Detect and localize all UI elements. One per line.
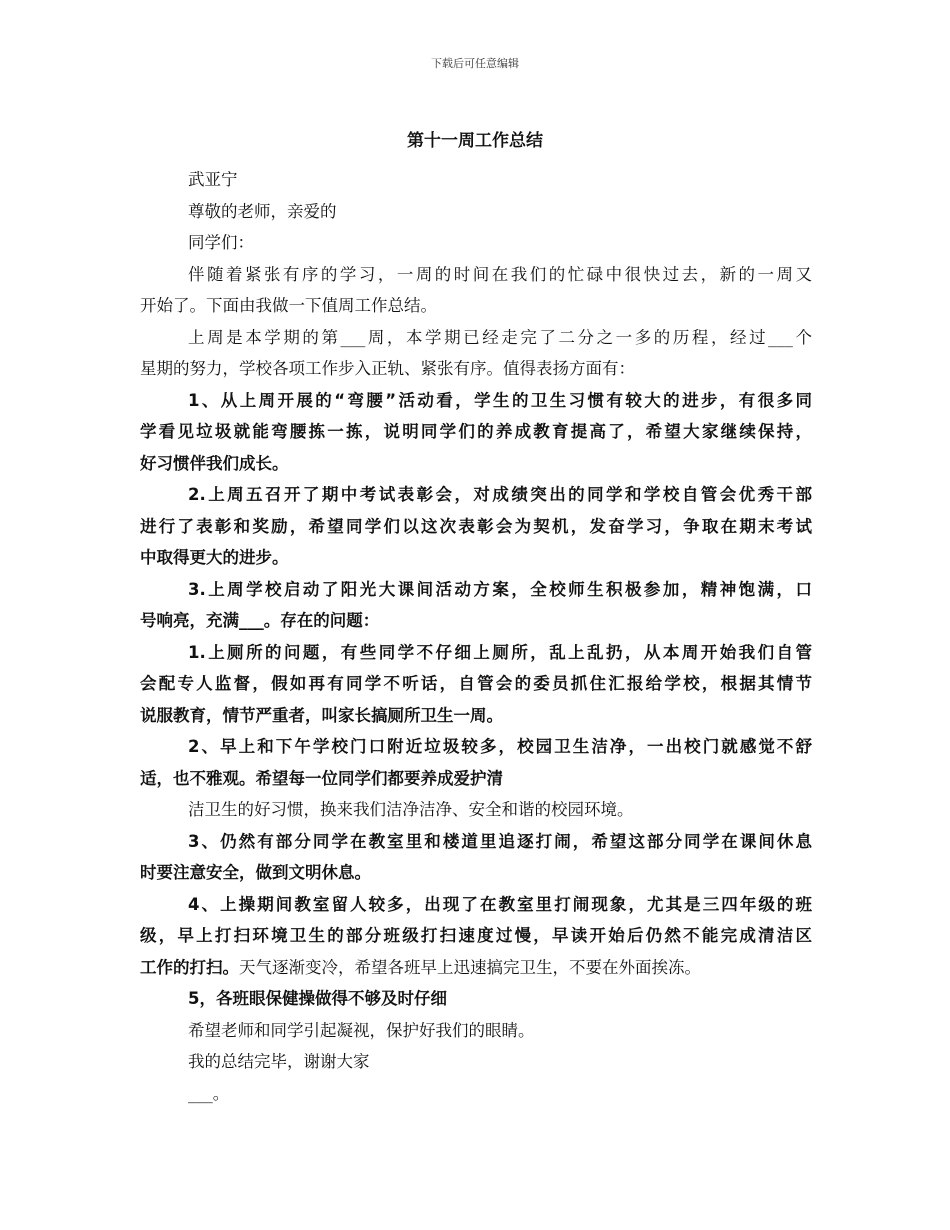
paragraph-line: 好习惯伴我们成长。 [140,453,289,473]
closing-line: ___。 [188,1083,230,1103]
paragraph-line: 1.上厕所的问题，有些同学不仔细上厕所，乱上乱扔，从本周开始我们自管 [188,642,812,662]
paragraph-line: 开始了。下面由我做一下值周工作总结。 [140,296,437,315]
paragraph-line: 洁卫生的好习惯，换来我们洁净洁净、安全和谐的校园环境。 [188,800,634,819]
page-header-note: 下载后可任意编辑 [431,57,519,70]
paragraph-line: 2.上周五召开了期中考试表彰会，对成绩突出的同学和学校自管会优秀干部 [188,485,812,504]
paragraph-line: 3.上周学校启动了阳光大课间活动方案，全校师生积极参加，精神饱满，口 [188,579,812,599]
paragraph-line: 会配专人监督，假如再有同学不听话，自管会的委员抓住汇报给学校，根据其情节 [140,674,812,693]
paragraph-fragment: 天气逐渐变冷，希望各班早上迅速搞完卫生，不要在外面挨冻。 [239,957,701,977]
author-line: 武亚宁 [188,170,238,189]
paragraph-line: 进行了表彰和奖励，希望同学们以这次表彰会为契机，发奋学习，争取在期末考试 [140,516,812,536]
paragraph-line: 号响亮，充满___。存在的问题： [140,611,380,630]
closing-line: 我的总结完毕，谢谢大家 [188,1052,370,1071]
paragraph-line: 4、上操期间教室留人较多，出现了在教室里打闹现象，尤其是三四年级的班 [188,894,812,914]
paragraph-line: 星期的努力，学校各项工作步入正轨、紧张有序。值得表扬方面有： [140,359,635,378]
document-title: 第十一周工作总结 [407,131,543,151]
paragraph-line: 上周是本学期的第___周，本学期已经走完了二分之一多的历程，经过___个 [188,327,812,347]
document-body [140,164,812,1109]
greeting-line: 同学们： [188,233,254,252]
paragraph-fragment: 工作的打扫。 [140,957,239,977]
greeting-line: 尊敬的老师，亲爱的 [188,201,337,221]
paragraph-line: 伴随着紧张有序的学习，一周的时间在我们的忙碌中很快过去，新的一周又 [188,264,812,284]
paragraph-line: 希望老师和同学引起凝视，保护好我们的眼睛。 [188,1020,535,1040]
paragraph-line: 级，早上打扫环境卫生的部分班级打扫速度过慢，早读开始后仍然不能完成清洁区 [140,926,812,945]
paragraph-line: 5，各班眼保健操做得不够及时仔细 [188,989,447,1008]
paragraph-line: 1、从上周开展的“弯腰”活动看，学生的卫生习惯有较大的进步，有很多同 [188,390,812,410]
paragraph-line: 3、仍然有部分同学在教室里和楼道里追逐打闹，希望这部分同学在课间休息 [188,831,812,851]
paragraph-line: 适，也不雅观。希望每一位同学们都要养成爱护清 [140,768,503,788]
paragraph-line: 时要注意安全，做到文明休息。 [140,863,371,882]
paragraph-line [140,952,812,984]
paragraph-line: 2、早上和下午学校门口附近垃圾较多，校园卫生洁净，一出校门就感觉不舒 [188,737,812,756]
paragraph-line: 说服教育，情节严重者，叫家长搞厕所卫生一周。 [140,705,503,725]
paragraph-line: 学看见垃圾就能弯腰拣一拣，说明同学们的养成教育提高了，希望大家继续保持， [140,422,812,441]
paragraph-line: 中取得更大的进步。 [140,548,289,567]
